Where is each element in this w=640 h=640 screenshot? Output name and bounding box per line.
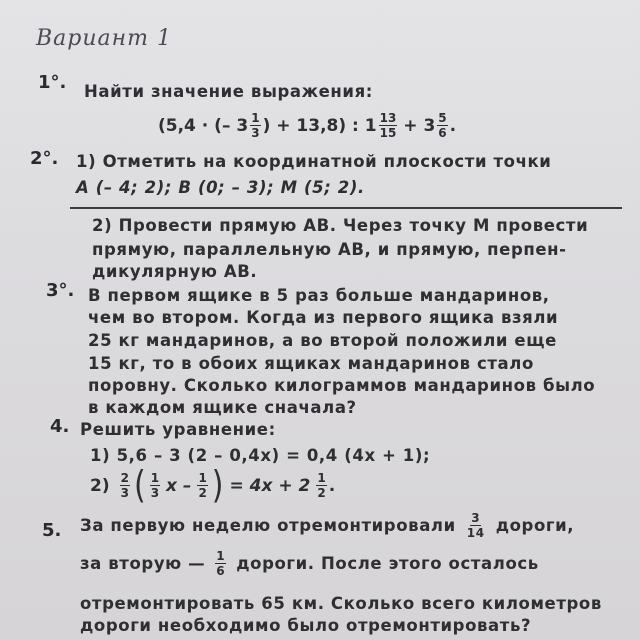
task-3-line-2: чем во втором. Когда из первого ящика взяли — [88, 308, 559, 327]
task-3-line-4: 15 кг, то в обоих ящиках мандаринов стало — [88, 354, 534, 373]
eq2-d-num: 1 — [317, 471, 326, 485]
expr-fraction-1 — [250, 112, 260, 139]
eq2-fraction-a — [120, 472, 130, 499]
eq2-d-den: 2 — [317, 486, 326, 500]
eq2-fraction-c — [197, 472, 207, 499]
task-2-line-1: 1) Отметить на координатной плоскости точки — [76, 152, 552, 171]
task-1-number: 1°. — [38, 72, 67, 93]
task-5-l1b: дороги, — [495, 516, 575, 535]
expr-fraction-2 — [379, 112, 398, 139]
task-3-line-5: поровну. Сколько килограммов мандаринов было — [88, 376, 596, 395]
task-1-text: Найти значение выражения: — [84, 82, 373, 101]
expr-close1: ) + 13,8) : 1 — [262, 115, 377, 136]
eq2-paren-close: ) — [211, 463, 224, 508]
task-3-line-6: в каждом ящике сначала? — [88, 398, 357, 417]
task-4-number: 4. — [50, 416, 70, 437]
task-5-l2b: дороги. После этого осталось — [236, 554, 539, 573]
task-5-fraction-1 — [466, 512, 486, 539]
task-3-line-1: В первом ящике в 5 раз больше мандаринов, — [88, 286, 550, 305]
task-2-line-4: прямую, параллельную AB, и прямую, перпен- — [92, 240, 567, 259]
eq2-a-den: 3 — [120, 486, 129, 500]
expr-f3-num: 5 — [438, 111, 447, 125]
eq2-b-den: 3 — [150, 486, 160, 500]
expr-f1-num: 1 — [251, 111, 260, 125]
task-3-number: 3°. — [46, 280, 75, 301]
task-5-f1-num: 3 — [471, 511, 481, 525]
eq2-c-num: 1 — [198, 471, 207, 485]
handwritten-heading: Вариант 1 — [36, 26, 172, 51]
task-2-number: 2°. — [30, 148, 59, 169]
eq2-mid: x – — [166, 475, 192, 496]
task-4-text: Решить уравнение: — [80, 420, 276, 439]
task-5-fraction-2 — [215, 550, 226, 577]
expr-f1-den: 3 — [251, 126, 260, 140]
expr-f2-num: 13 — [379, 111, 397, 125]
eq2-paren-open: ( — [133, 463, 146, 508]
expr-fraction-3 — [437, 112, 447, 139]
expr-f3-den: 6 — [438, 126, 447, 140]
task-5-l2a: за вторую — — [80, 554, 206, 573]
expr-plus: + 3 — [403, 115, 436, 136]
task-1-expression — [158, 112, 456, 139]
task-5-f2-den: 6 — [216, 564, 226, 578]
expr-end: . — [449, 115, 457, 136]
eq2-b-num: 1 — [150, 471, 160, 485]
expr-f2-den: 15 — [379, 126, 397, 140]
task-4-equation-1: 1) 5,6 – 3 (2 – 0,4x) = 0,4 (4x + 1); — [90, 446, 431, 465]
eq2-fraction-d — [316, 472, 326, 499]
page-divider-line — [70, 207, 622, 209]
task-3-line-3: 25 кг мандаринов, а во второй положили еще — [88, 331, 557, 350]
task-5-line-2 — [80, 550, 539, 577]
task-2-line-5: дикулярную AB. — [92, 262, 258, 281]
eq2-c-den: 2 — [198, 486, 207, 500]
eq2-prefix: 2) — [90, 475, 110, 496]
task-5-line-4: дороги необходимо было отремонтировать? — [80, 616, 532, 635]
task-5-l1a: За первую неделю отремонтировали — [80, 516, 456, 535]
task-5-line-3: отремонтировать 65 км. Сколько всего километров — [80, 594, 602, 613]
task-4-equation-2 — [90, 463, 336, 508]
eq2-end: . — [328, 475, 336, 496]
task-5-line-1 — [80, 512, 574, 539]
task-5-number: 5. — [42, 520, 62, 541]
eq2-fraction-b — [150, 472, 160, 499]
eq2-a-num: 2 — [120, 471, 129, 485]
task-2-line-3: 2) Провести прямую AB. Через точку M провести — [92, 216, 589, 235]
task-5-f1-den: 14 — [466, 526, 485, 540]
eq2-rhs: = 4x + 2 — [229, 475, 311, 496]
task-2-points: A (– 4; 2); B (0; – 3); M (5; 2). — [76, 178, 365, 197]
expr-open: (5,4 · (– 3 — [158, 115, 249, 136]
task-5-f2-num: 1 — [216, 549, 226, 563]
